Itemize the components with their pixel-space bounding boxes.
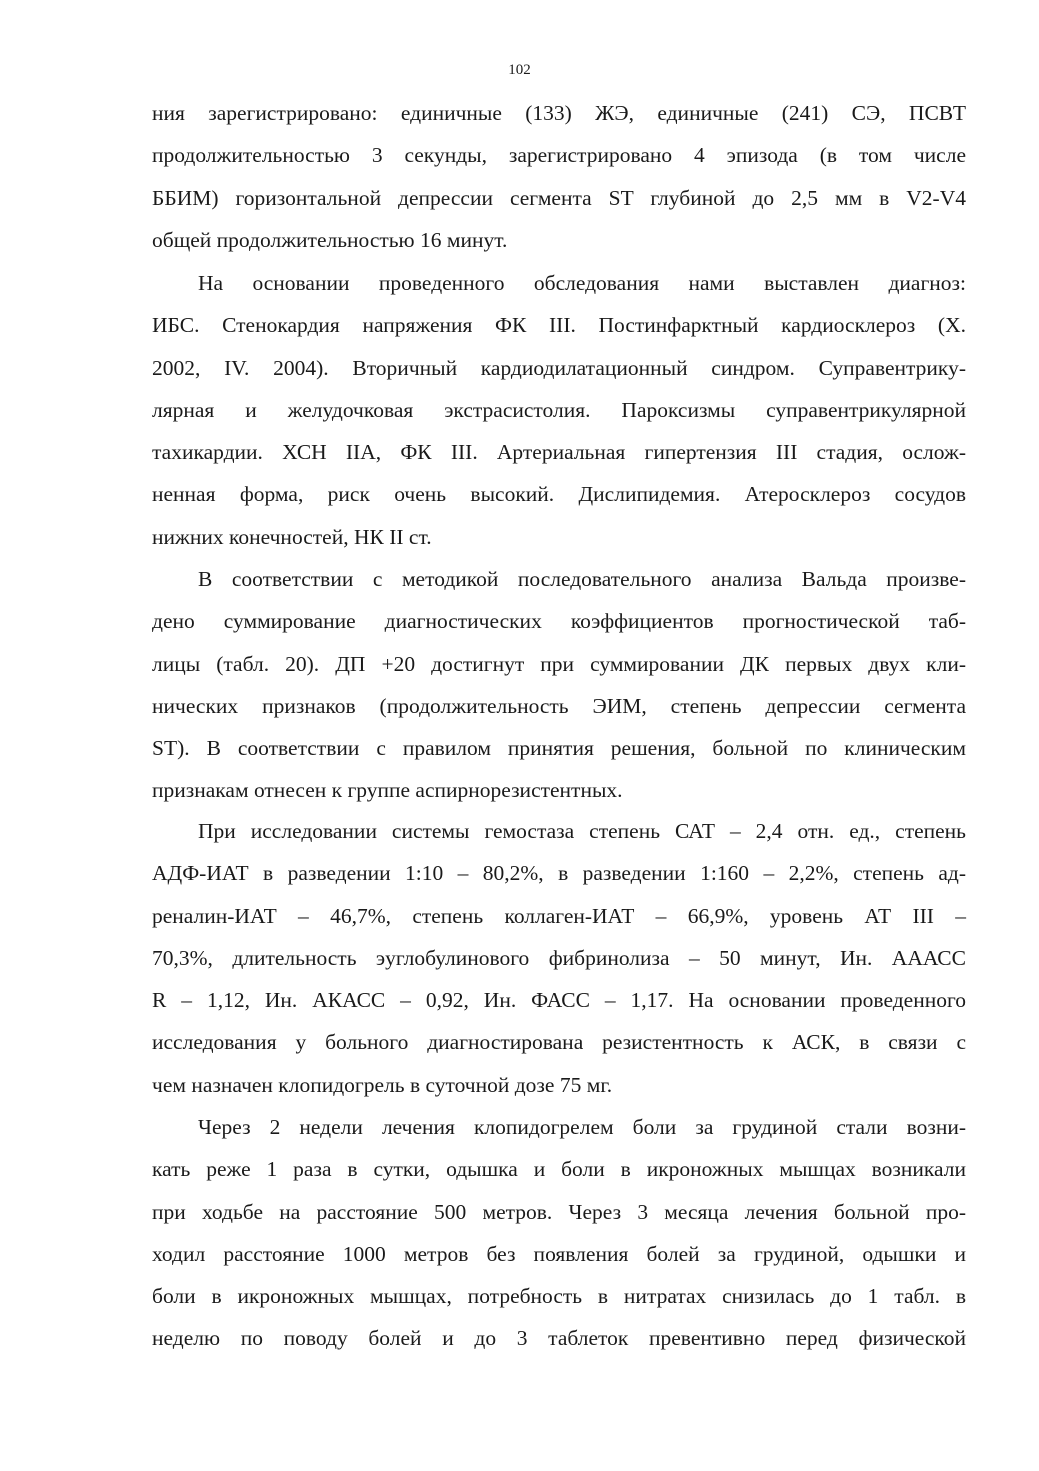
text-line: при ходьбе на расстояние 500 метров. Через 3 месяца лечения больной про- (152, 1199, 966, 1224)
text-line: ходил расстояние 1000 метров без появления болей за грудиной, одышки и (152, 1241, 966, 1266)
text-line: 2002, IV. 2004). Вторичный кардиодилатационный синдром. Суправентрику- (152, 355, 966, 380)
paragraph (152, 262, 966, 558)
text-line: неделю по поводу болей и до 3 таблеток превентивно перед физической (152, 1326, 966, 1351)
text-line: 70,3%, длительность эуглобулинового фибринолиза – 50 минут, Ин. АААСС (152, 945, 966, 970)
text-line: общей продолжительностью 16 минут. (152, 227, 508, 252)
text-line: При исследовании системы гемостаза степень САТ – 2,4 отн. ед., степень (198, 819, 966, 843)
text-line: кать реже 1 раза в сутки, одышка и боли в икроножных мышцах возникали (152, 1157, 966, 1182)
text-line: нических признаков (продолжительность ЭИМ, степень депрессии сегмента (152, 693, 966, 718)
text-line: тахикардии. ХСН IIА, ФК III. Артериальная гипертензия III стадия, ослож- (152, 440, 966, 465)
text-line: лицы (табл. 20). ДП +20 достигнут при суммировании ДК первых двух кли- (152, 651, 966, 676)
text-line: АДФ-ИАТ в разведении 1:10 – 80,2%, в разведении 1:160 – 2,2%, степень ад- (152, 861, 966, 886)
text-line: ния зарегистрировано: единичные (133) ЖЭ, единичные (241) СЭ, ПСВТ (152, 101, 966, 125)
text-line: продолжительностью 3 секунды, зарегистрировано 4 эпизода (в том числе (152, 143, 966, 168)
text-line: чем назначен клопидогрель в суточной дозе 75 мг. (152, 1072, 613, 1097)
text-line: R – 1,12, Ин. АКАСС – 0,92, Ин. ФАСС – 1,17. На основании проведенного (152, 988, 966, 1013)
text-line: реналин-ИАТ – 46,7%, степень коллаген-ИАТ – 66,9%, уровень АТ III – (152, 903, 966, 928)
paragraph (152, 1106, 966, 1360)
paragraph (152, 558, 966, 812)
text-line: ББИМ) горизонтальной депрессии сегмента ST глубиной до 2,5 мм в V2-V4 (152, 185, 966, 210)
page-number: 102 (508, 62, 531, 78)
text-line: признакам отнесен к группе аспирнорезистентных. (152, 778, 623, 803)
text-line: Через 2 недели лечения клопидогрелем боли за грудиной стали возни- (198, 1115, 966, 1139)
paragraph (152, 92, 966, 261)
text-line: ST). В соответствии с правилом принятия решения, больной по клиническим (152, 736, 966, 761)
text-line: В соответствии с методикой последовательного анализа Вальда произве- (198, 567, 966, 591)
text-line: боли в икроножных мышцах, потребность в нитратах снизилась до 1 табл. в (152, 1284, 966, 1309)
text-line: ненная форма, риск очень высокий. Дислипидемия. Атеросклероз сосудов (152, 482, 966, 507)
text-line: ИБС. Стенокардия напряжения ФК III. Постинфарктный кардиосклероз (X. (152, 313, 966, 338)
text-line: нижних конечностей, НК II ст. (152, 524, 432, 549)
text-line: лярная и желудочковая экстрасистолия. Пароксизмы суправентрикулярной (152, 397, 966, 422)
text-line: На основании проведенного обследования нами выставлен диагноз: (198, 271, 966, 295)
text-line: исследования у больного диагностирована резистентность к АСК, в связи с (152, 1030, 966, 1055)
paragraph (152, 810, 966, 1106)
text-line: дено суммирование диагностических коэффициентов прогностической таб- (152, 609, 966, 634)
